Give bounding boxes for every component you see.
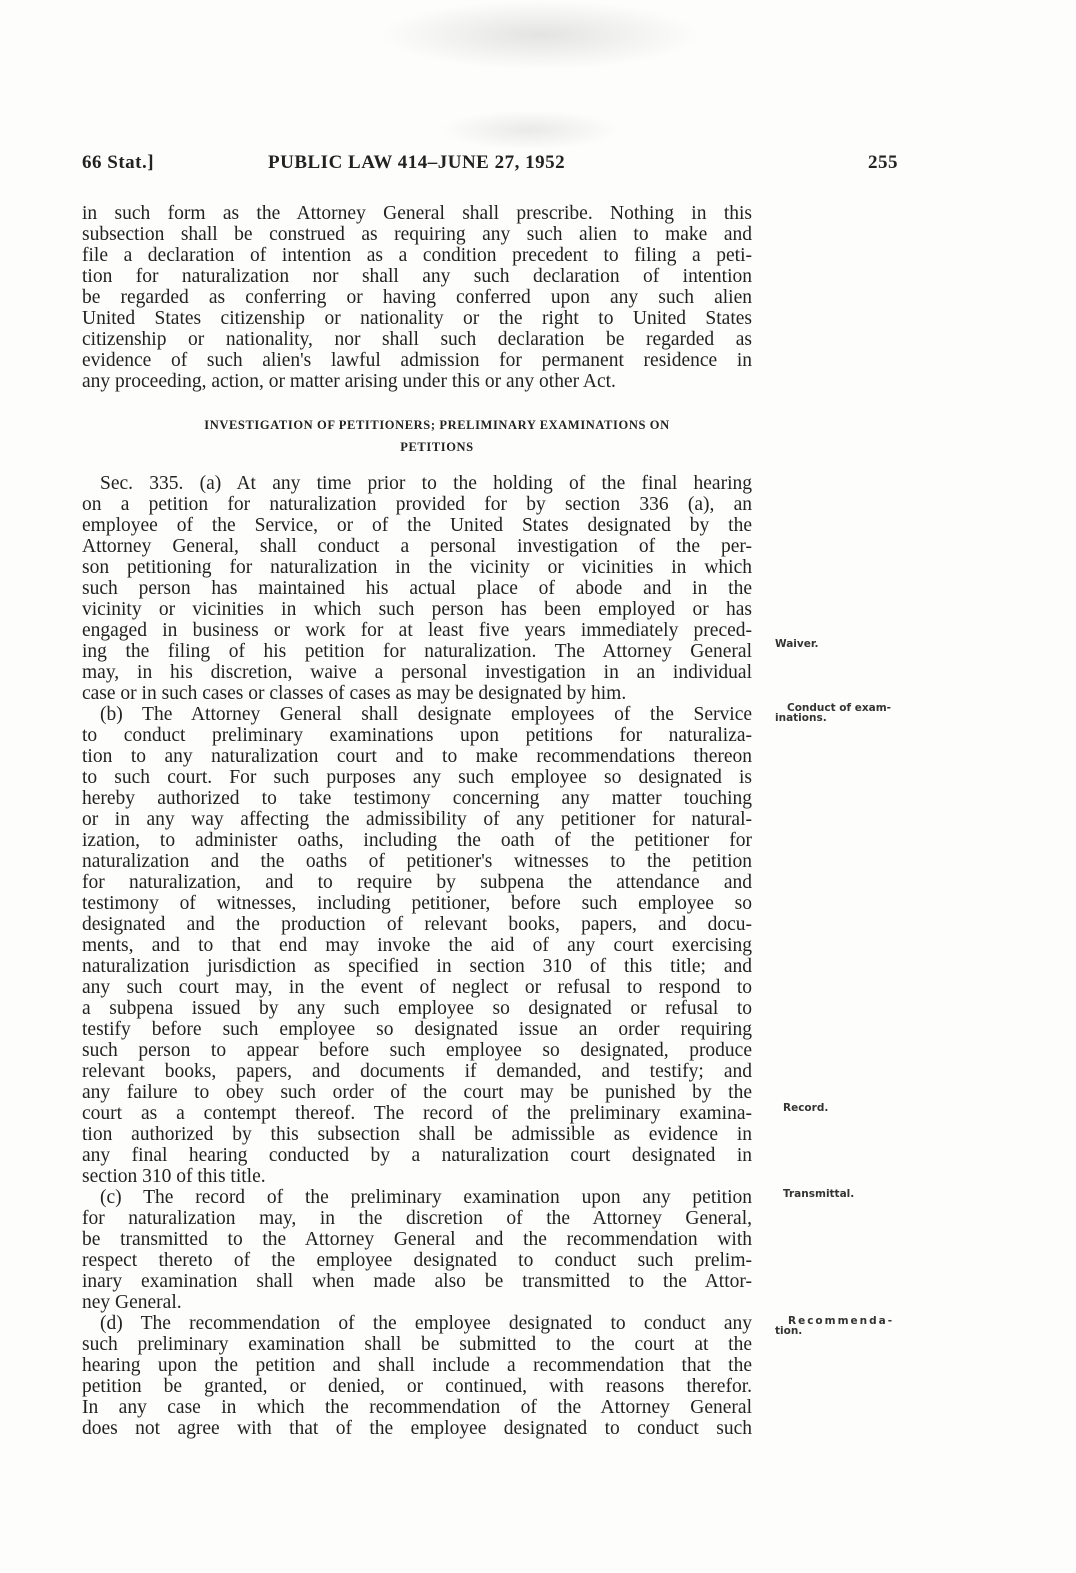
text-line: (d) The recommendation of the employee designated to conduct any bbox=[100, 1313, 752, 1334]
margin-note-recommendation: Recommenda- bbox=[788, 1315, 895, 1327]
text-line: for naturalization, and to require by subpena the attendance and bbox=[82, 872, 752, 893]
section-heading-line: PETITIONS bbox=[400, 440, 474, 454]
text-line: be transmitted to the Attorney General and the recommendation with bbox=[82, 1229, 752, 1250]
margin-note-record: Record. bbox=[783, 1102, 829, 1114]
text-line: such person to appear before such employee so designated, produce bbox=[82, 1040, 752, 1061]
text-line: Attorney General, shall conduct a personal investigation of the per- bbox=[82, 536, 752, 557]
text-line: any such court may, in the event of neglect or refusal to respond to bbox=[82, 977, 752, 998]
text-line: evidence of such alien's lawful admission for permanent residence in bbox=[82, 350, 752, 371]
section-heading-line: INVESTIGATION OF PETITIONERS; PRELIMINARY EXAMINATIONS ON bbox=[204, 418, 670, 432]
text-line: may, in his discretion, waive a personal investigation in an individual bbox=[82, 662, 752, 683]
text-line: naturalization jurisdiction as specified in section 310 of this title; and bbox=[82, 956, 752, 977]
text-line: hearing upon the petition and shall include a recommendation that the bbox=[82, 1355, 752, 1376]
text-line: relevant books, papers, and documents if demanded, and testify; and bbox=[82, 1061, 752, 1082]
margin-note-waiver: Waiver. bbox=[775, 638, 819, 650]
scan-smudge bbox=[380, 0, 700, 70]
margin-note-conduct-cont: inations. bbox=[775, 712, 827, 724]
text-line: does not agree with that of the employee designated to conduct such bbox=[82, 1418, 752, 1439]
margin-note-recommendation-cont: tion. bbox=[775, 1325, 803, 1337]
paragraph-a bbox=[82, 473, 752, 704]
text-line: for naturalization may, in the discretion of the Attorney General, bbox=[82, 1208, 752, 1229]
text-line: any final hearing conducted by a naturalization court designated in bbox=[82, 1145, 752, 1166]
text-line: ization, to administer oaths, including the oath of the petitioner for bbox=[82, 830, 752, 851]
text-line: (b) The Attorney General shall designate employees of the Service bbox=[100, 704, 752, 725]
text-line: subsection shall be construed as requiring any such alien to make and bbox=[82, 224, 752, 245]
text-line: respect thereto of the employee designated to conduct such prelim- bbox=[82, 1250, 752, 1271]
text-line: tion for naturalization nor shall any such declaration of intention bbox=[82, 266, 752, 287]
text-line: employee of the Service, or of the United States designated by the bbox=[82, 515, 752, 536]
margin-note-conduct: Conduct of exam- bbox=[787, 702, 892, 714]
scan-smudge bbox=[440, 110, 620, 150]
text-line: In any case in which the recommendation of the Attorney General bbox=[82, 1397, 752, 1418]
text-line: hereby authorized to take testimony concerning any matter touching bbox=[82, 788, 752, 809]
text-line: court as a contempt thereof. The record of the preliminary examina- bbox=[82, 1103, 752, 1124]
text-line: inary examination shall when made also be transmitted to the Attor- bbox=[82, 1271, 752, 1292]
page-number: 255 bbox=[868, 152, 898, 173]
paragraph-d bbox=[82, 1313, 752, 1439]
text-line: United States citizenship or nationality or the right to United States bbox=[82, 308, 752, 329]
text-line: testimony of witnesses, including petitioner, before such employee so bbox=[82, 893, 752, 914]
text-line: tion to any naturalization court and to make recommendations thereon bbox=[82, 746, 752, 767]
text-line: vicinity or vicinities in which such person has been employed or has bbox=[82, 599, 752, 620]
text-line: citizenship or nationality, nor shall such declaration be regarded as bbox=[82, 329, 752, 350]
statute-reference: 66 Stat.] bbox=[82, 152, 155, 173]
text-line: ney General. bbox=[82, 1292, 182, 1313]
text-line: any proceeding, action, or matter arising under this or any other Act. bbox=[82, 371, 616, 392]
paragraph-c bbox=[82, 1187, 752, 1313]
running-head: PUBLIC LAW 414–JUNE 27, 1952 bbox=[268, 152, 566, 173]
text-line: tion authorized by this subsection shall be admissible as evidence in bbox=[82, 1124, 752, 1145]
text-line: Sec. 335. (a) At any time prior to the holding of the final hearing bbox=[100, 473, 752, 494]
text-line: engaged in business or work for at least five years immediately preced- bbox=[82, 620, 752, 641]
text-line: file a declaration of intention as a condition precedent to filing a peti- bbox=[82, 245, 752, 266]
text-line: son petitioning for naturalization in the vicinity or vicinities in which bbox=[82, 557, 752, 578]
text-line: such preliminary examination shall be submitted to the court at the bbox=[82, 1334, 752, 1355]
text-line: case or in such cases or classes of cases as may be designated by him. bbox=[82, 683, 627, 704]
text-line: a subpena issued by any such employee so designated or refusal to bbox=[82, 998, 752, 1019]
text-line: be regarded as conferring or having conferred upon any such alien bbox=[82, 287, 752, 308]
text-line: designated and the production of relevant books, papers, and docu- bbox=[82, 914, 752, 935]
text-line: any failure to obey such order of the court may be punished by the bbox=[82, 1082, 752, 1103]
margin-note-transmittal: Transmittal. bbox=[783, 1188, 855, 1200]
text-line: naturalization and the oaths of petitioner's witnesses to the petition bbox=[82, 851, 752, 872]
text-line: to conduct preliminary examinations upon petitions for naturaliza- bbox=[82, 725, 752, 746]
text-line: such person has maintained his actual place of abode and in the bbox=[82, 578, 752, 599]
text-line: on a petition for naturalization provided for by section 336 (a), an bbox=[82, 494, 752, 515]
text-line: petition be granted, or denied, or continued, with reasons therefor. bbox=[82, 1376, 752, 1397]
text-line: section 310 of this title. bbox=[82, 1166, 266, 1187]
text-line: in such form as the Attorney General shall prescribe. Nothing in this bbox=[82, 203, 752, 224]
paragraph-b bbox=[82, 704, 752, 1187]
section-heading bbox=[82, 414, 792, 458]
text-line: (c) The record of the preliminary examination upon any petition bbox=[100, 1187, 752, 1208]
text-line: ing the filing of his petition for naturalization. The Attorney General bbox=[82, 641, 752, 662]
intro-paragraph bbox=[82, 203, 752, 392]
text-line: testify before such employee so designated issue an order requiring bbox=[82, 1019, 752, 1040]
text-line: ments, and to that end may invoke the aid of any court exercising bbox=[82, 935, 752, 956]
text-line: or in any way affecting the admissibility of any petitioner for natural- bbox=[82, 809, 752, 830]
section-body bbox=[82, 473, 752, 1439]
text-line: to such court. For such purposes any such employee so designated is bbox=[82, 767, 752, 788]
